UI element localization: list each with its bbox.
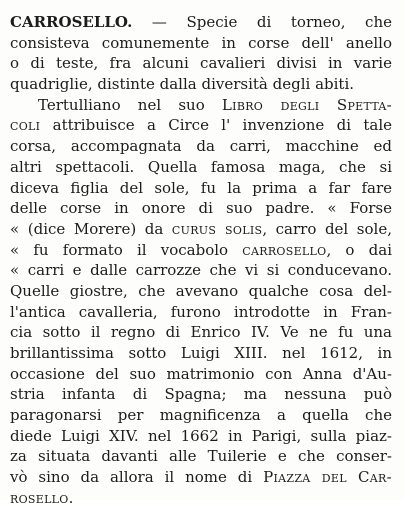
text-line: rosello. [10, 488, 74, 507]
text-line: vò sino da allora il nome di Piazza del Car- [10, 468, 392, 487]
text-line: CARROSELLO. — Specie di torneo, che [10, 13, 392, 31]
text-line: paragonarsi per magnificenza a quella che [10, 406, 392, 425]
article-text [10, 12, 392, 509]
text-line: « carri e dalle carrozze che vi si conducevano. [10, 261, 392, 280]
latin-phrase: curus solis [171, 219, 263, 238]
text-line: o di teste, fra alcuni cavalieri divisi in varie [10, 54, 392, 73]
text-line: consisteva comunemente in corse dell' anello [10, 33, 392, 52]
text-line: corsa, accompagnata da carri, macchine ed [10, 137, 392, 156]
text-line: l'antica cavalleria, furono introdotte in Fran- [10, 302, 392, 321]
text-line: diceva figlia del sole, fu la prima a far fare [10, 178, 392, 197]
text-line: occasione del suo matrimonio con Anna d'Au- [10, 364, 392, 383]
text-line: quadriglie, distinte dalla diversità degli abiti. [10, 75, 355, 94]
book-title: Libro degli Spetta- [221, 95, 392, 114]
headword: CARROSELLO. [10, 13, 133, 31]
text-line: stria infanta di Spagna; ma nessuna può [10, 385, 392, 404]
term-carrosello: carrosello [242, 240, 327, 259]
text-line: « fu formato il vocabolo carrosello, o dai [10, 240, 392, 259]
text-line: altri spettacoli. Quella famosa maga, che si [10, 157, 392, 176]
place-name: Piazza del Car- [263, 468, 392, 487]
text-line: brillantissima sotto Luigi XIII. nel 1612, in [10, 344, 392, 362]
text-line: « (dice Morere) da curus solis, carro del sole, [10, 219, 392, 238]
text-line: coli attribuisce a Circe l' invenzione di tale [10, 116, 392, 135]
place-name-continued: rosello [10, 488, 69, 507]
text-line: delle corse in onore di suo padre. « Forse [10, 199, 392, 218]
text-line: diede Luigi XIV. nel 1662 in Parigi, sulla piaz- [10, 426, 392, 445]
text-line: Tertulliano nel suo Libro degli Spetta- [38, 95, 392, 114]
text-line: cia sotto il regno di Enrico IV. Ve ne fu una [10, 323, 392, 342]
text-line: Quelle giostre, che avevano qualche cosa del- [10, 281, 392, 300]
book-title-continued: coli [10, 116, 41, 135]
text-line: za situata davanti alle Tuilerie e che conser- [10, 447, 392, 466]
